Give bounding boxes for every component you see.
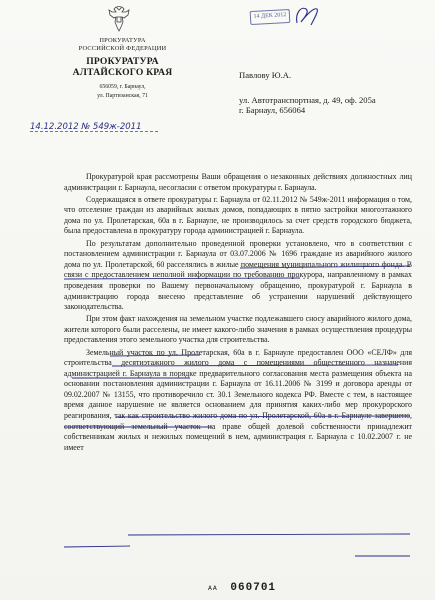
agency-line2: РОССИЙСКОЙ ФЕДЕРАЦИИ [78,45,167,52]
outgoing-underline [30,131,158,132]
letter-body [64,172,412,455]
recipient-address-line1: ул. Автотранспортная, д. 49, оф. 205а [239,95,376,105]
body-paragraph: При этом факт нахождения на земельном участке подлежавшего сносу аварийного жилого дома, жители которого были расселены, не имеет какого-либо значения в рамках осуществления процедуры предоставления этого земельного участка для строительства. [64,314,412,345]
handwritten-initials [293,3,321,29]
body-paragraph: По результатам дополнительно проведенной проверки установлено, что в соответствии с постановлением администрации г. Барнаула от 03.07.2006 № 1696 граждане из аварийного жилого дома по ул. Пролетарской, 60 расселялись в жилые помещения муниципального жилищного фонда. В связи с предоставлением неполной информации по требованию прокурора, направленному в рамках проведения проверки по Вашему первоначальному обращению, прокуратурой г. Барнаула в администрацию города внесено представление об устранении нарушений действующего законодательства. [64,238,412,312]
address-line1: 656059, г. Барнаул, [99,84,146,90]
double-headed-eagle-emblem-icon [107,6,131,34]
recipient-name: Павлову Ю.А. [239,70,292,80]
received-date-stamp: 14 ДЕК 2012 [250,9,291,25]
outgoing-number: 14.12.2012 № 549ж-2011 [30,122,142,132]
address-line2: ул. Партизанская, 71 [97,93,148,99]
body-paragraph: Земельный участок по ул. Пролетарская, 60а в г. Барнауле предоставлен ООО «СЕЛФ» для строительства десятиэтажного жилого дома с помещениями общественного назначения администрацией г. Барнаула в порядке предварительного согласования места размещения объекта на основании постановления администрации г. Барнаула от 16.11.2006 № 3199 и договора аренды от 09.02.2007 № 13155, что противоречило ст. 30.1 Земельного кодекса РФ. Вместе с тем, в настоящее время данное нарушение не является основанием для принятия каких-либо мер прокурорского реагирования, так как строительство жилого дома по ул. Пролетарской, 60а в г. Барнауле завершено, соответствующий земельный участок на праве общей долевой собственности принадлежит собственникам жилых и нежилых помещений в нем, администрация г. Барнаула с 10.02.2007 г. не имеет [64,347,412,452]
agency-block [60,37,185,101]
serial-number: 060701 [230,582,277,594]
body-paragraph: Прокуратурой края рассмотрены Ваши обращения о незаконных действиях должностных лиц администрации г. Барнаула, несогласии с ответом прокуратуры г. Барнаула. [64,172,412,192]
recipient-address [239,95,376,115]
form-serial [208,577,276,595]
agency-line1: ПРОКУРАТУРА [99,37,146,44]
office-line1: ПРОКУРАТУРА [86,56,159,67]
serial-prefix: АА [208,585,218,592]
recipient-address-line2: г. Барнаул, 656064 [239,105,306,115]
body-paragraph: Содержащаяся в ответе прокуратуры г. Барнаула от 02.11.2012 № 549ж-2011 информация о том, что отселение граждан из аварийных жилых домов, попадающих в пятно застройки многоэтажного дома по ул. Пролетарская, 60а в г. Барнауле, не производилось за счет средств городского бюджета, была предоставлена в прокуратуру города администрацией г. Барнаула. [64,194,412,236]
office-line2: АЛТАЙСКОГО КРАЯ [72,66,173,78]
